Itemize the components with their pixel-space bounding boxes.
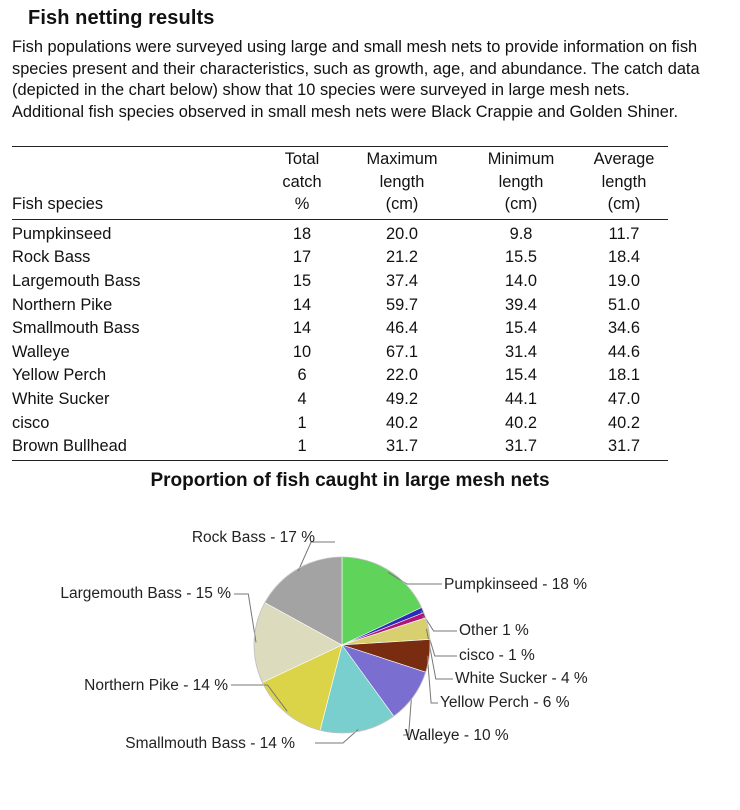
cell-species: Pumpkinseed [12,224,112,243]
cell-species: Walleye [12,342,70,361]
header-max-line3: (cm) [385,195,419,213]
cell-max: 67.1 [386,342,418,361]
pie-slice-label: White Sucker - 4 % [455,670,588,687]
cell-catch: 6 [297,366,307,385]
cell-avg: 34.6 [608,319,640,338]
header-max-line2: length [379,172,425,191]
cell-catch: 1 [262,435,342,461]
cell-catch: 4 [297,389,307,408]
header-max-line1: Maximum [366,150,438,168]
cell-catch: 10 [292,342,312,361]
cell-species: Yellow Perch [12,366,107,385]
cell-catch: 17 [292,248,312,267]
cell-species: Northern Pike [12,295,113,314]
cell-min: 15.4 [505,366,537,385]
cell-species: Rock Bass [12,248,91,267]
cell-catch: 14 [292,295,312,314]
header-catch-line3: % [294,195,310,213]
header-catch-line2: catch [282,172,322,191]
pie-slice-label: Walleye - 10 % [405,727,509,744]
cell-min: 44.1 [505,389,537,408]
cell-avg: 40.2 [608,413,640,432]
cell-avg: 31.7 [580,435,668,461]
header-avg-line2: length [601,172,647,191]
header-min-line3: (cm) [504,195,538,213]
cell-avg: 11.7 [608,224,640,243]
cell-min: 15.5 [505,248,537,267]
cell-catch: 15 [292,271,312,290]
header-avg-line3: (cm) [607,195,641,213]
pie-slice-label: cisco - 1 % [459,647,535,664]
cell-species: cisco [12,413,50,432]
cell-catch: 1 [297,413,307,432]
cell-species: White Sucker [12,389,110,408]
cell-min: 15.4 [505,319,537,338]
cell-min: 39.4 [505,295,537,314]
pie-slice-label: Smallmouth Bass - 14 % [125,735,295,752]
cell-avg: 18.4 [608,248,640,267]
cell-max: 20.0 [386,224,418,243]
pie-slice-label: Northern Pike - 14 % [84,677,228,694]
header-catch-line1: Total [284,150,320,168]
header-avg-line1: Average [593,150,655,168]
cell-max: 46.4 [386,319,418,338]
cell-min: 9.8 [509,224,533,243]
cell-avg: 19.0 [608,271,640,290]
cell-species: Largemouth Bass [12,271,141,290]
pie-slice-label: Pumpkinseed - 18 % [444,576,588,593]
page-title: Fish netting results [28,7,215,29]
pie-slice-label: Yellow Perch - 6 % [440,694,570,711]
pie-slice-label: Rock Bass - 17 % [191,529,315,546]
cell-max: 21.2 [386,248,418,267]
chart-title: Proportion of fish caught in large mesh nets [150,470,550,491]
cell-max: 49.2 [386,389,418,408]
cell-avg: 44.6 [608,342,640,361]
cell-min: 31.4 [505,342,537,361]
cell-avg: 47.0 [608,389,640,408]
cell-catch: 14 [292,319,312,338]
header-species: Fish species [12,147,262,220]
cell-species: Smallmouth Bass [12,319,140,338]
header-min-line1: Minimum [487,150,555,168]
pie-slice-label: Largemouth Bass - 15 % [60,585,231,602]
cell-species: Brown Bullhead [12,435,262,461]
cell-avg: 18.1 [608,366,640,385]
cell-max: 40.2 [386,413,418,432]
cell-avg: 51.0 [608,295,640,314]
pie-leader-line [427,629,454,679]
cell-max: 37.4 [386,271,418,290]
cell-min: 40.2 [505,413,537,432]
cell-min: 31.7 [462,435,580,461]
pie-slice-label: Other 1 % [459,622,529,639]
cell-max: 59.7 [386,295,418,314]
cell-max: 22.0 [386,366,418,385]
cell-min: 14.0 [505,271,537,290]
pie-leader-line [234,594,256,642]
intro-paragraph: Fish populations were surveyed using large and small mesh nets to provide information on fish species present and their characteristics, such as growth, age, and abundance. The catch data (depicted in the chart below) show that 10 species were surveyed in large mesh nets. Additional fish species observed in small mesh nets were Black Crappie and Golden Shiner. [12,38,700,121]
cell-catch: 18 [292,224,312,243]
cell-max: 31.7 [342,435,462,461]
header-min-line2: length [498,172,544,191]
